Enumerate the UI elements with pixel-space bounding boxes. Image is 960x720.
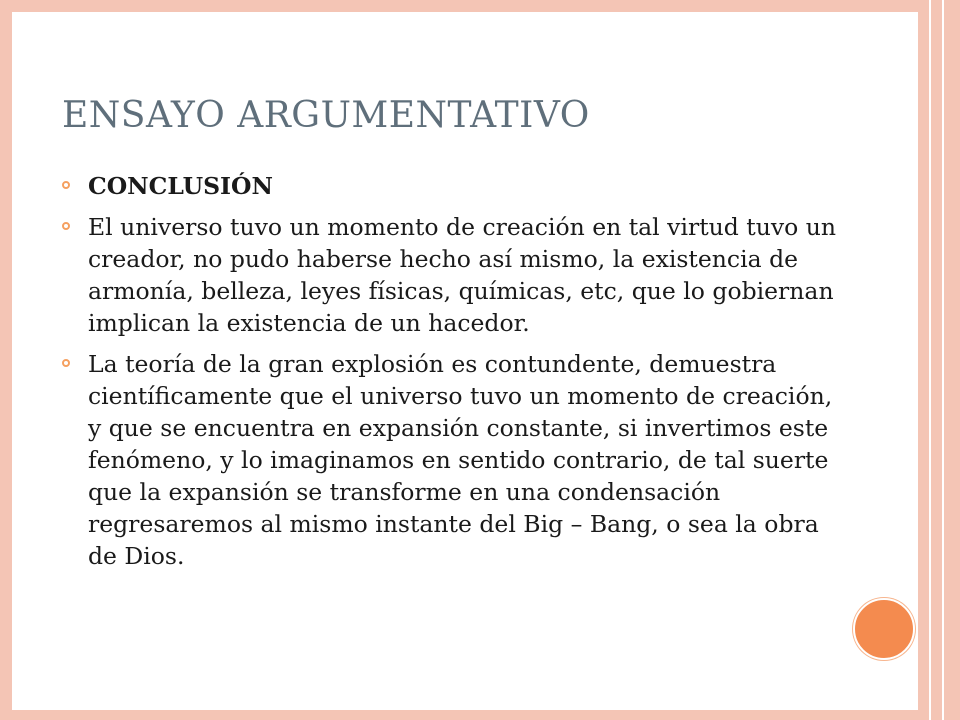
bullet-item-conclusion	[62, 170, 852, 202]
bullet-icon	[62, 181, 70, 189]
bullet-item-big-bang	[62, 348, 852, 572]
bullet-item-creation	[62, 211, 852, 339]
decorative-orange-circle	[853, 598, 915, 660]
bullet-icon	[62, 359, 70, 367]
slide-title: ENSAYO ARGUMENTATIVO	[62, 95, 590, 136]
slide-content	[62, 170, 852, 581]
bullet-icon	[62, 222, 70, 230]
slide-frame-top	[0, 0, 918, 12]
bullet-text: CONCLUSIÓN	[88, 172, 274, 200]
bullet-text: El universo tuvo un momento de creación en tal virtud tuvo un creador, no pudo haberse hecho así mismo, la existencia de armonía, belleza, leyes físicas, químicas, etc, que lo gobiernan implican la existencia de un hacedor.	[88, 213, 837, 337]
bullet-text: La teoría de la gran explosión es contundente, demuestra científicamente que el universo tuvo un momento de creación, y que se encuentra en expansión constante, si invertimos este fenómeno, y lo imaginamos en sentido contrario, de tal suerte que la expansión se transforme en una condensación regresaremos al mismo instante del Big – Bang, o sea la obra de Dios.	[88, 350, 833, 570]
slide-frame-bottom	[0, 710, 918, 720]
slide-frame-left	[0, 0, 12, 720]
decorative-side-stripes	[918, 0, 960, 720]
